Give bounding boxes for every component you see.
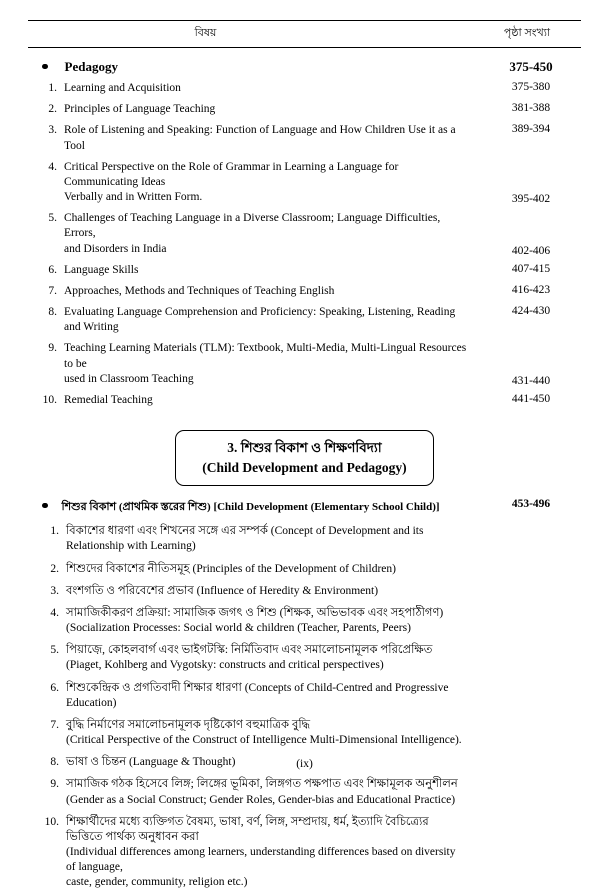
- toc-entry-pages: 431-440: [511, 374, 551, 387]
- toc-entry-pages: 389-394: [511, 123, 551, 136]
- toc-entry-text: [28, 562, 481, 577]
- toc-entry-line: and Disorders in India: [64, 242, 167, 255]
- toc-entry: [28, 123, 581, 153]
- toc-entry-line: বিকাশের ধারণা এবং শিখনের সঙ্গে এর সম্পর্ক (Concept of Development and its Relationship with Learning): [66, 525, 424, 553]
- toc-entry-text: [28, 718, 481, 748]
- toc-entry-pages: 416-423: [511, 283, 551, 296]
- toc-entry-text: [28, 681, 481, 711]
- toc-entry-line: Language Skills: [64, 263, 139, 276]
- section-heading-text: [28, 498, 481, 517]
- toc-entry: [28, 777, 581, 807]
- toc-entry-text: [28, 524, 481, 554]
- toc-entry-number: 8.: [48, 306, 57, 319]
- toc-entry-number: 7.: [48, 284, 57, 297]
- bullet-icon: [42, 64, 48, 70]
- toc-entry-text: [28, 263, 481, 278]
- toc-entry-line: Approaches, Methods and Techniques of Teaching English: [64, 284, 335, 297]
- toc-entry-pages: 441-450: [511, 392, 551, 405]
- toc-table-header: [28, 20, 581, 48]
- toc-entry-number: 2.: [50, 562, 59, 575]
- toc-entry: [28, 305, 581, 335]
- toc-entry-line: সামাজিকীকরণ প্রক্রিয়া: সামাজিক জগৎ ও শিশু (শিক্ষক, অভিভাবক এবং সহপাঠীগণ): [66, 606, 444, 619]
- toc-entry-line: পিয়াজ়ে, কোহলবার্গ এবং ভাইগটস্কি: নির্মিতিবাদ এবং সমালোচনামূলক পরিপ্রেক্ষিত: [66, 644, 433, 657]
- toc-entry-title: [66, 524, 467, 554]
- toc-entry: [28, 81, 581, 96]
- toc-entry-number: 3.: [48, 124, 57, 137]
- toc-entry-title: [66, 718, 467, 748]
- toc-entry-line: শিশুদের বিকাশের নীতিসমূহ (Principles of the Development of Children): [66, 562, 396, 575]
- toc-entry-text: [28, 123, 481, 153]
- toc-entry-line: ভাষা ও চিন্তন (Language & Thought): [66, 756, 236, 769]
- section-title-box-wrap: [28, 430, 581, 486]
- toc-entry-pages: 407-415: [511, 262, 551, 275]
- toc-entry-number: 3.: [50, 584, 59, 597]
- toc-entry-line: (Socialization Processes: Social world & children (Teacher, Parents, Peers): [66, 622, 411, 635]
- toc-entry-text: [28, 643, 481, 673]
- toc-entry-title: [66, 681, 467, 711]
- section-heading-row-pedagogy: [28, 59, 581, 75]
- toc-entry-number: 4.: [48, 160, 57, 173]
- toc-entry-title: [64, 284, 467, 299]
- toc-entry-number: 7.: [50, 718, 59, 731]
- toc-entry-text: [28, 341, 481, 387]
- toc-entry-title: [64, 305, 467, 335]
- toc-entry-pages: 375-380: [511, 81, 551, 93]
- section-heading-pages: 375-450: [509, 59, 553, 74]
- section-title-english: (Child Development and Pedagogy): [202, 459, 407, 475]
- toc-entry-number: 10.: [42, 393, 57, 406]
- toc-entry-text: [28, 284, 481, 299]
- toc-entry-pages: 424-430: [511, 305, 551, 318]
- toc-entry: [28, 584, 581, 599]
- toc-entry-pages: 402-406: [511, 244, 551, 257]
- toc-entry-title: [64, 263, 467, 278]
- toc-entry-title: [64, 393, 467, 408]
- toc-entry-number: 5.: [48, 212, 57, 225]
- toc-entry-title: [64, 160, 467, 206]
- toc-entry-pages: 395-402: [511, 193, 551, 206]
- toc-entry-text: [28, 211, 481, 257]
- toc-entry-number: 9.: [48, 342, 57, 355]
- toc-entry-title: [66, 815, 467, 891]
- toc-entry-title: [66, 643, 467, 673]
- toc-entry-line: Evaluating Language Comprehension and Proficiency: Speaking, Listening, Reading and Writing: [64, 306, 456, 334]
- toc-entry-title: [66, 777, 467, 807]
- toc-entry-line: Learning and Acquisition: [64, 82, 181, 94]
- bullet-icon: [42, 503, 48, 509]
- toc-entry-number: 4.: [50, 606, 59, 619]
- toc-entry-number: 5.: [50, 644, 59, 657]
- toc-entry-pages: 381-388: [511, 102, 551, 115]
- toc-entry-text: [28, 305, 481, 335]
- child-development-item-list: [28, 524, 581, 890]
- toc-entry-line: বুদ্ধি নির্মাণের সমালোচনামূলক দৃষ্টিকোণ বহুমাত্রিক বুদ্ধি: [66, 718, 311, 731]
- toc-entry-number: 2.: [48, 103, 57, 116]
- section-heading-row-child-development: [28, 498, 581, 517]
- section-title-bengali: 3. শিশুর বিকাশ ও শিক্ষণবিদ্যা: [227, 440, 382, 456]
- toc-entry-text: [28, 606, 481, 636]
- toc-entry-line: (Gender as a Social Construct; Gender Roles, Gender-bias and Educational Practice): [66, 793, 456, 806]
- toc-entry-title: [66, 584, 467, 599]
- toc-entry: [28, 284, 581, 299]
- toc-entry-line: সামাজিক গঠক হিসেবে লিঙ্গ; লিঙ্গের ভূমিকা, লিঙ্গগত পক্ষপাত এবং শিক্ষামূলক অনুশীলন: [66, 778, 458, 791]
- toc-entry: [28, 102, 581, 117]
- toc-entry-text: [28, 393, 481, 408]
- toc-entry: [28, 815, 581, 891]
- section-heading-pages: 453-496: [511, 498, 551, 511]
- section-heading-label: Pedagogy: [64, 59, 118, 74]
- toc-entry-line: শিশুকেন্দ্রিক ও প্রগতিবাদী শিক্ষার ধারণা (Concepts of Child-Centred and Progressive Education): [66, 681, 449, 709]
- column-header-subject: বিষয়: [194, 27, 217, 39]
- toc-entry-title: [64, 81, 467, 96]
- toc-entry: [28, 718, 581, 748]
- toc-entry: [28, 562, 581, 577]
- toc-entry: [28, 211, 581, 257]
- toc-entry-line: (Individual differences among learners, understanding differences based on diversity of language,: [66, 846, 456, 874]
- toc-entry-line: caste, gender, community, religion etc.): [66, 876, 248, 889]
- toc-entry: [28, 160, 581, 206]
- section-title-box: [175, 430, 433, 486]
- section-heading-text: [28, 59, 481, 75]
- toc-entry-title: [64, 123, 467, 153]
- section-pedagogy: [28, 59, 581, 408]
- toc-entry: [28, 643, 581, 673]
- toc-entry: [28, 393, 581, 408]
- toc-entry-line: (Critical Perspective of the Construct of Intelligence Multi-Dimensional Intelligence).: [66, 734, 462, 747]
- toc-entry-number: 10.: [44, 815, 59, 828]
- toc-entry-title: [64, 211, 467, 257]
- toc-entry-text: [28, 777, 481, 807]
- toc-entry-text: [28, 815, 481, 891]
- toc-entry-number: 8.: [50, 756, 59, 769]
- pedagogy-item-list: [28, 81, 581, 408]
- section-heading-label: শিশুর বিকাশ (প্রাথমিক স্তরের শিশু) [Child Development (Elementary School Child)]: [61, 501, 440, 514]
- toc-entry-title: [66, 606, 467, 636]
- toc-entry-text: [28, 102, 481, 117]
- toc-entry: [28, 263, 581, 278]
- toc-entry-line: used in Classroom Teaching: [64, 372, 194, 385]
- toc-entry-number: 6.: [48, 263, 57, 276]
- toc-entry-title: [64, 102, 467, 117]
- section-child-development: [28, 498, 581, 890]
- toc-entry-line: শিক্ষার্থীদের মধ্যে ব্যক্তিগত বৈষম্য, ভাষা, বর্ণ, লিঙ্গ, সম্প্রদায়, ধর্ম, ইত্যাদি বৈচিত্র্যের ভিত্তিতে পার্থক্য অনুধাবন করা: [66, 815, 429, 843]
- toc-entry-line: Challenges of Teaching Language in a Diverse Classroom; Language Difficulties, Errors,: [64, 212, 441, 240]
- toc-entry-text: [28, 160, 481, 206]
- toc-entry-text: [28, 584, 481, 599]
- column-header-page: পৃষ্ঠা সংখ্যা: [503, 27, 551, 39]
- toc-entry-number: 6.: [50, 681, 59, 694]
- toc-entry-line: Principles of Language Teaching: [64, 103, 216, 116]
- toc-entry-line: (Piaget, Kohlberg and Vygotsky: constructs and critical perspectives): [66, 659, 384, 672]
- toc-entry-line: বংশগতি ও পরিবেশের প্রভাব (Influence of Heredity & Environment): [66, 584, 379, 597]
- toc-entry-line: Remedial Teaching: [64, 393, 153, 406]
- toc-entry-text: [28, 81, 481, 96]
- toc-entry-number: 9.: [50, 778, 59, 791]
- toc-entry: [28, 681, 581, 711]
- toc-entry: [28, 524, 581, 554]
- toc-entry-title: [64, 341, 467, 387]
- toc-entry-number: 1.: [50, 525, 59, 538]
- toc-entry-line: Verbally and in Written Form.: [64, 191, 203, 204]
- toc-entry-title: [66, 562, 467, 577]
- toc-entry: [28, 606, 581, 636]
- toc-entry-line: Role of Listening and Speaking: Function of Language and How Children Use it as a Tool: [64, 124, 456, 152]
- toc-entry-line: Teaching Learning Materials (TLM): Textbook, Multi-Media, Multi-Lingual Resources to be: [64, 342, 467, 370]
- toc-entry-number: 1.: [48, 82, 57, 94]
- toc-entry-line: Critical Perspective on the Role of Grammar in Learning a Language for Communicating Ideas: [64, 160, 399, 188]
- toc-entry: [28, 341, 581, 387]
- footer-page-number: (ix): [296, 758, 313, 770]
